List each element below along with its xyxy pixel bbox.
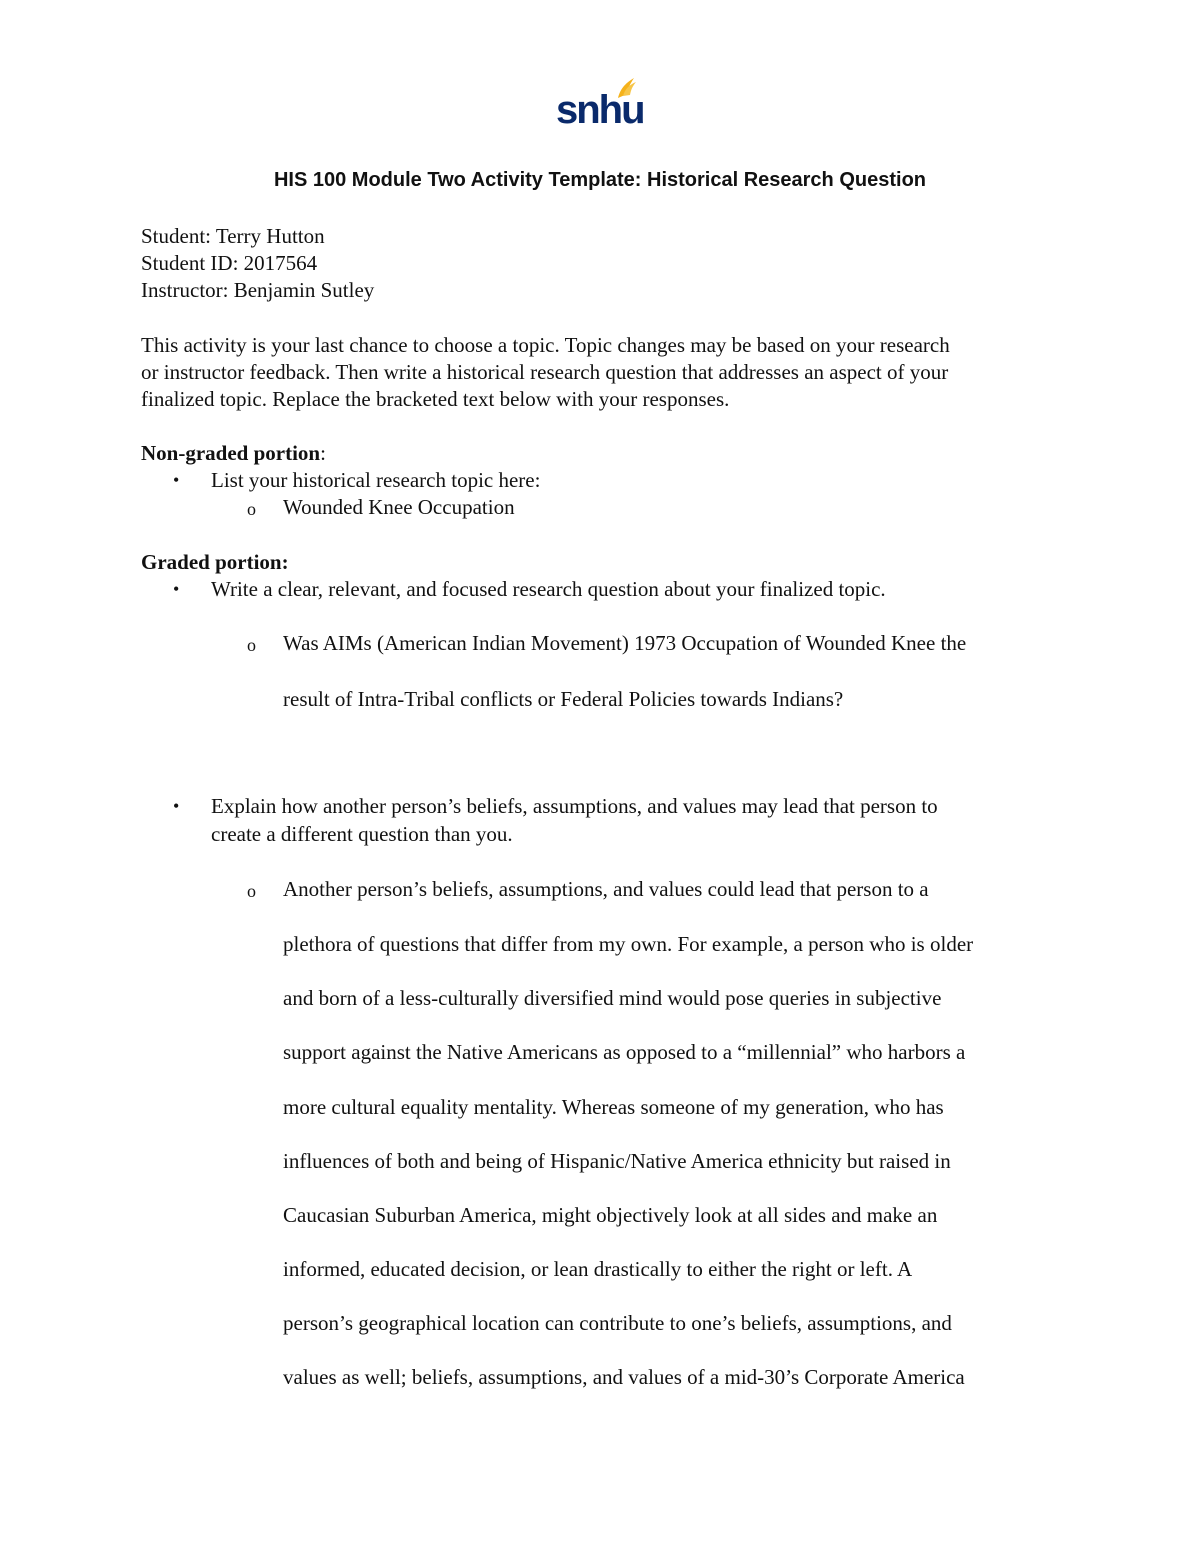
answer-2-line: Caucasian Suburban America, might objectively look at all sides and make an [283, 1203, 938, 1227]
answer-1-line: Was AIMs (American Indian Movement) 1973 Occupation of Wounded Knee the [283, 631, 967, 655]
non-graded-heading [141, 440, 326, 467]
answer-2-line: more cultural equality mentality. Whereas someone of my generation, who has [283, 1095, 944, 1119]
answer-2-line: informed, educated decision, or lean drastically to either the right or left. A [283, 1257, 913, 1281]
sub-bullet-icon: o [247, 499, 256, 519]
non-graded-heading-text: Non-graded portion [141, 441, 321, 465]
question-1-prompt: Write a clear, relevant, and focused research question about your finalized topic. [211, 577, 886, 601]
bullet-icon: • [173, 579, 180, 599]
answer-2-line: support against the Native Americans as opposed to a “millennial” who harbors a [283, 1040, 966, 1064]
graded-heading: Graded portion: [141, 550, 289, 574]
answer-2-line: values as well; beliefs, assumptions, and values of a mid-30’s Corporate America [283, 1365, 965, 1389]
intro-line: or instructor feedback. Then write a historical research question that addresses an aspect of your [141, 360, 949, 384]
bullet-icon: • [173, 470, 180, 490]
non-graded-heading-colon: : [320, 441, 326, 465]
sub-bullet-icon: o [247, 881, 256, 901]
page-title: HIS 100 Module Two Activity Template: Historical Research Question [273, 169, 926, 191]
logo-text: snhu [556, 88, 644, 132]
answer-2-line: Another person’s beliefs, assumptions, and values could lead that person to a [283, 877, 929, 901]
sub-bullet-icon: o [247, 635, 256, 655]
answer-1-line: result of Intra-Tribal conflicts or Federal Policies towards Indians? [283, 687, 844, 711]
intro-line: finalized topic. Replace the bracketed text below with your responses. [141, 387, 730, 411]
instructor-name: Instructor: Benjamin Sutley [141, 278, 375, 302]
student-id: Student ID: 2017564 [141, 251, 318, 275]
answer-2-line: person’s geographical location can contribute to one’s beliefs, assumptions, and [283, 1311, 952, 1335]
question-2-line: Explain how another person’s beliefs, assumptions, and values may lead that person to [211, 794, 938, 818]
student-name: Student: Terry Hutton [141, 224, 325, 248]
bullet-icon: • [173, 796, 180, 816]
answer-2-line: plethora of questions that differ from my own. For example, a person who is older [283, 932, 974, 956]
topic-answer: Wounded Knee Occupation [283, 495, 515, 519]
answer-2-line: influences of both and being of Hispanic/Native America ethnicity but raised in [283, 1149, 951, 1173]
topic-prompt: List your historical research topic here: [211, 468, 541, 492]
snhu-logo [556, 74, 644, 132]
intro-line: This activity is your last chance to choose a topic. Topic changes may be based on your research [141, 333, 950, 357]
question-2-line: create a different question than you. [211, 822, 513, 846]
answer-2-line: and born of a less-culturally diversified mind would pose queries in subjective [283, 986, 942, 1010]
